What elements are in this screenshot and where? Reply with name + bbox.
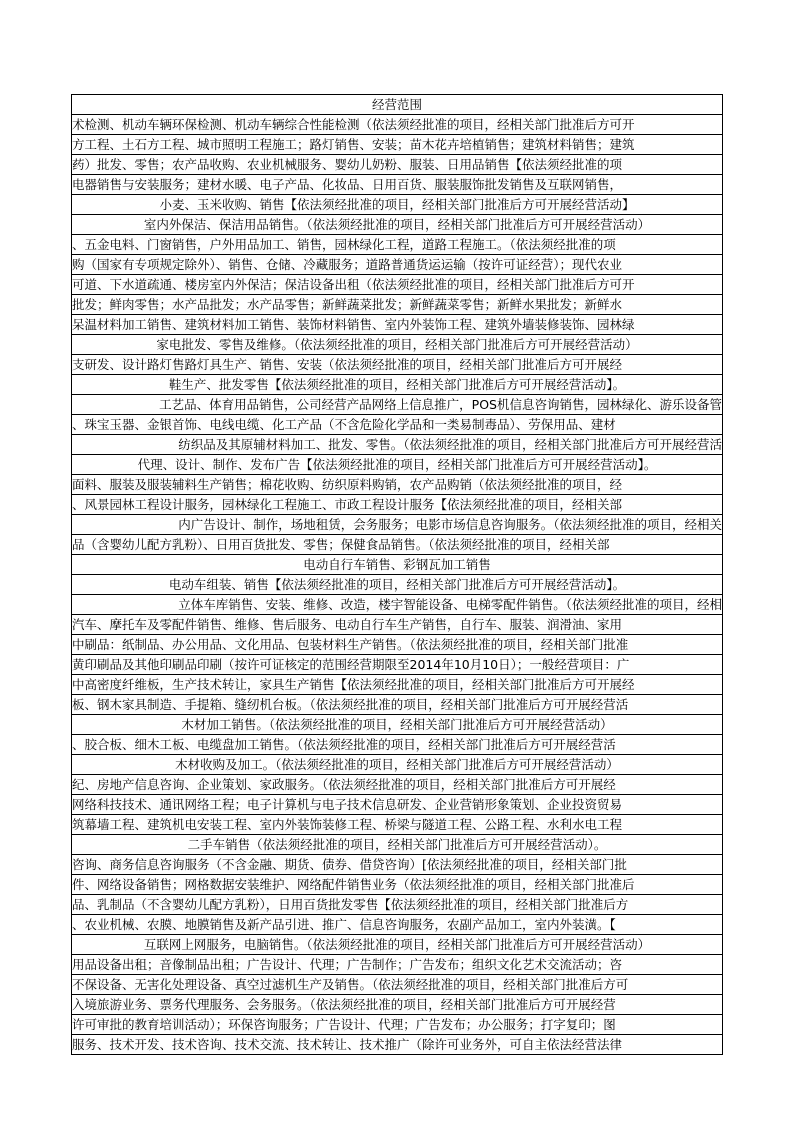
- table-cell[interactable]: 品（含婴幼儿配方乳粉）、日用百货批发、零售；保健食品销售。（依法须经批准的项目，经相关部: [72, 535, 723, 555]
- table-cell[interactable]: 鞋生产、批发零售【依法须经批准的项目，经相关部门批准后方可开展经营活动】。: [72, 375, 723, 395]
- table-row: [72, 795, 723, 815]
- table-row: [72, 415, 723, 435]
- table-row: [72, 135, 723, 155]
- table-cell[interactable]: 内广告设计、制作，场地租赁，会务服务；电影市场信息咨询服务。（依法须经批准的项目，经相关: [72, 515, 723, 535]
- table-cell[interactable]: 药）批发、零售；农产品收购、农业机械服务、婴幼儿奶粉、服装、日用品销售【依法须经批准的项: [72, 155, 723, 175]
- table-cell[interactable]: 不保设备、无害化处理设备、真空过滤机生产及销售。（依法须经批准的项目，经相关部门批准后方可: [72, 975, 723, 995]
- table-row: [72, 535, 723, 555]
- table-row: [72, 815, 723, 835]
- table-row: [72, 955, 723, 975]
- table-row: [72, 895, 723, 915]
- table-cell[interactable]: 许可审批的教育培训活动）；环保咨询服务；广告设计、代理；广告发布；办公服务；打字复印；图: [72, 1015, 723, 1035]
- table-row: [72, 555, 723, 575]
- table-row: [72, 115, 723, 135]
- table-row: [72, 215, 723, 235]
- table-row: [72, 495, 723, 515]
- table-row: [72, 435, 723, 455]
- table-row: [72, 655, 723, 675]
- table-row: [72, 315, 723, 335]
- table-cell[interactable]: 小麦、玉米收购、销售【依法须经批准的项目，经相关部门批准后方可开展经营活动】: [72, 195, 723, 215]
- table-row: [72, 275, 723, 295]
- table-row: [72, 475, 723, 495]
- table-row: [72, 155, 723, 175]
- table-cell[interactable]: 服务、技术开发、技术咨询、技术交流、技术转让、技术推广（除许可业务外，可自主依法经营法律: [72, 1035, 723, 1055]
- table-cell[interactable]: 用品设备出租；音像制品出租；广告设计、代理；广告制作；广告发布；组织文化艺术交流活动；咨: [72, 955, 723, 975]
- table-row: [72, 755, 723, 775]
- table-row: [72, 715, 723, 735]
- table-row: [72, 335, 723, 355]
- table-row: [72, 975, 723, 995]
- table-cell[interactable]: 木材加工销售。（依法须经批准的项目，经相关部门批准后方可开展经营活动）: [72, 715, 723, 735]
- table-cell[interactable]: 支研发、设计路灯售路灯具生产、销售、安装（依法须经批准的项目，经相关部门批准后方可开展经: [72, 355, 723, 375]
- table-row: [72, 735, 723, 755]
- table-cell[interactable]: 纺织品及其原辅材料加工、批发、零售。（依法须经批准的项目，经相关部门批准后方可开展经营活: [72, 435, 723, 455]
- table-cell[interactable]: 入境旅游业务、票务代理服务、会务服务。（依法须经批准的项目，经相关部门批准后方可开展经营: [72, 995, 723, 1015]
- table-row: [72, 855, 723, 875]
- table-cell[interactable]: 中刷品：纸制品、办公用品、文化用品、包装材料生产销售。（依法须经批准的项目，经相关部门批准: [72, 635, 723, 655]
- table-cell[interactable]: 面料、服装及服装辅料生产销售；棉花收购、纺织原料购销，农产品购销（依法须经批准的项目，经: [72, 475, 723, 495]
- table-row: [72, 615, 723, 635]
- table-cell[interactable]: 购（国家有专项规定除外）、销售、仓储、冷藏服务；道路普通货运运输（按许可证经营）；现代农业: [72, 255, 723, 275]
- table-row: [72, 995, 723, 1015]
- table-cell[interactable]: 网络科技技术、通讯网络工程；电子计算机与电子技术信息研发、企业营销形象策划、企业投资贸易: [72, 795, 723, 815]
- table-row: [72, 935, 723, 955]
- table-cell[interactable]: 互联网上网服务，电脑销售。（依法须经批准的项目，经相关部门批准后方可开展经营活动）: [72, 935, 723, 955]
- table-cell[interactable]: 、珠宝玉器、金银首饰、电线电缆、化工产品（不含危险化学品和一类易制毒品）、劳保用品、建材: [72, 415, 723, 435]
- table-row: [72, 575, 723, 595]
- table-cell[interactable]: 黄印刷品及其他印刷品印刷（按许可证核定的范围经营期限至2014年10月10日）；一般经营项目：广: [72, 655, 723, 675]
- table-row: [72, 295, 723, 315]
- table-row: [72, 1015, 723, 1035]
- table-row: [72, 395, 723, 415]
- table-cell[interactable]: 板、钢木家具制造、手提箱、缝纫机台板。（依法须经批准的项目，经相关部门批准后方可开展经营活: [72, 695, 723, 715]
- table-cell[interactable]: 纪、房地产信息咨询、企业策划、家政服务。（依法须经批准的项目，经相关部门批准后方可开展经: [72, 775, 723, 795]
- table-row: [72, 915, 723, 935]
- table-row: [72, 355, 723, 375]
- table-row: [72, 635, 723, 655]
- table-cell[interactable]: 筑幕墙工程、建筑机电安装工程、室内外装饰装修工程、桥梁与隧道工程、公路工程、水利水电工程: [72, 815, 723, 835]
- table-cell[interactable]: 木材收购及加工。（依法须经批准的项目，经相关部门批准后方可开展经营活动）: [72, 755, 723, 775]
- table-cell[interactable]: 二手车销售（依法须经批准的项目，经相关部门批准后方可开展经营活动）。: [72, 835, 723, 855]
- table-cell[interactable]: 汽车、摩托车及零配件销售、维修、售后服务、电动自行车生产销售，自行车、服装、润滑油、家用: [72, 615, 723, 635]
- table-cell[interactable]: 咨询、商务信息咨询服务（不含金融、期货、债券、借贷咨询）[依法须经批准的项目，经相关部门批: [72, 855, 723, 875]
- table-cell[interactable]: 方工程、土石方工程、城市照明工程施工；路灯销售、安装；苗木花卉培植销售；建筑材料销售；建筑: [72, 135, 723, 155]
- table-cell[interactable]: 件、网络设备销售；网格数据安装维护、网络配件销售业务（依法须经批准的项目，经相关部门批准后: [72, 875, 723, 895]
- table-cell[interactable]: 室内外保洁、保洁用品销售。（依法须经批准的项目，经相关部门批准后方可开展经营活动）: [72, 215, 723, 235]
- table-row: [72, 455, 723, 475]
- table-row: [72, 695, 723, 715]
- table-cell[interactable]: 电动车组装、销售【依法须经批准的项目，经相关部门批准后方可开展经营活动】。: [72, 575, 723, 595]
- table-cell[interactable]: 立体车库销售、安装、维修、改造，楼宇智能设备、电梯零配件销售。（依法须经批准的项目，经相: [72, 595, 723, 615]
- table-row: [72, 875, 723, 895]
- table-row: [72, 775, 723, 795]
- table-row: [72, 515, 723, 535]
- table-cell[interactable]: 工艺品、体育用品销售，公司经营产品网络上信息推广，POS机信息咨询销售，园林绿化、游乐设备管: [72, 395, 723, 415]
- table-row: [72, 835, 723, 855]
- table-row: [72, 595, 723, 615]
- table-row: [72, 675, 723, 695]
- table-cell[interactable]: 可道、下水道疏通、楼房室内外保洁；保洁设备出租（依法须经批准的项目，经相关部门批准后方可开: [72, 275, 723, 295]
- table-cell[interactable]: 呆温材料加工销售、建筑材料加工销售、装饰材料销售、室内外装饰工程、建筑外墙装修装饰、园林绿: [72, 315, 723, 335]
- table-cell[interactable]: 电动自行车销售、彩钢瓦加工销售: [72, 555, 723, 575]
- table-row: [72, 1035, 723, 1055]
- table-row: [72, 175, 723, 195]
- table-row: [72, 375, 723, 395]
- table-cell[interactable]: 、五金电料、门窗销售，户外用品加工、销售，园林绿化工程，道路工程施工。（依法须经批准的项: [72, 235, 723, 255]
- table-cell[interactable]: 家电批发、零售及维修。（依法须经批准的项目，经相关部门批准后方可开展经营活动）: [72, 335, 723, 355]
- table-row: [72, 235, 723, 255]
- table-cell[interactable]: 批发；鲜肉零售；水产品批发；水产品零售；新鲜蔬菜批发；新鲜蔬菜零售；新鲜水果批发；新鲜水: [72, 295, 723, 315]
- table-cell[interactable]: 、农业机械、农膜、地膜销售及新产品引进、推广、信息咨询服务，农副产品加工，室内外装潢。【: [72, 915, 723, 935]
- table-header-row: [72, 95, 723, 115]
- table-cell[interactable]: 中高密度纤维板，生产技术转让，家具生产销售【依法须经批准的项目，经相关部门批准后方可开展经: [72, 675, 723, 695]
- column-header: 经营范围: [72, 95, 723, 115]
- table-row: [72, 255, 723, 275]
- business-scope-table: [71, 94, 723, 1055]
- table-cell[interactable]: 、风景园林工程设计服务，园林绿化工程施工、市政工程设计服务【依法须经批准的项目，经相关部: [72, 495, 723, 515]
- table-cell[interactable]: 术检测、机动车辆环保检测、机动车辆综合性能检测（依法须经批准的项目，经相关部门批准后方可开: [72, 115, 723, 135]
- table-cell[interactable]: 、胶合板、细木工板、电缆盘加工销售。（依法须经批准的项目，经相关部门批准后方可开展经营活: [72, 735, 723, 755]
- table-row: [72, 195, 723, 215]
- table-cell[interactable]: 电器销售与安装服务；建材水暖、电子产品、化妆品、日用百货、服装服饰批发销售及互联网销售，: [72, 175, 723, 195]
- table-cell[interactable]: 品、乳制品（不含婴幼儿配方乳粉），日用百货批发零售【依法须经批准的项目，经相关部门批准后方: [72, 895, 723, 915]
- table-cell[interactable]: 代理、设计、制作、发布广告【依法须经批准的项目，经相关部门批准后方可开展经营活动】。: [72, 455, 723, 475]
